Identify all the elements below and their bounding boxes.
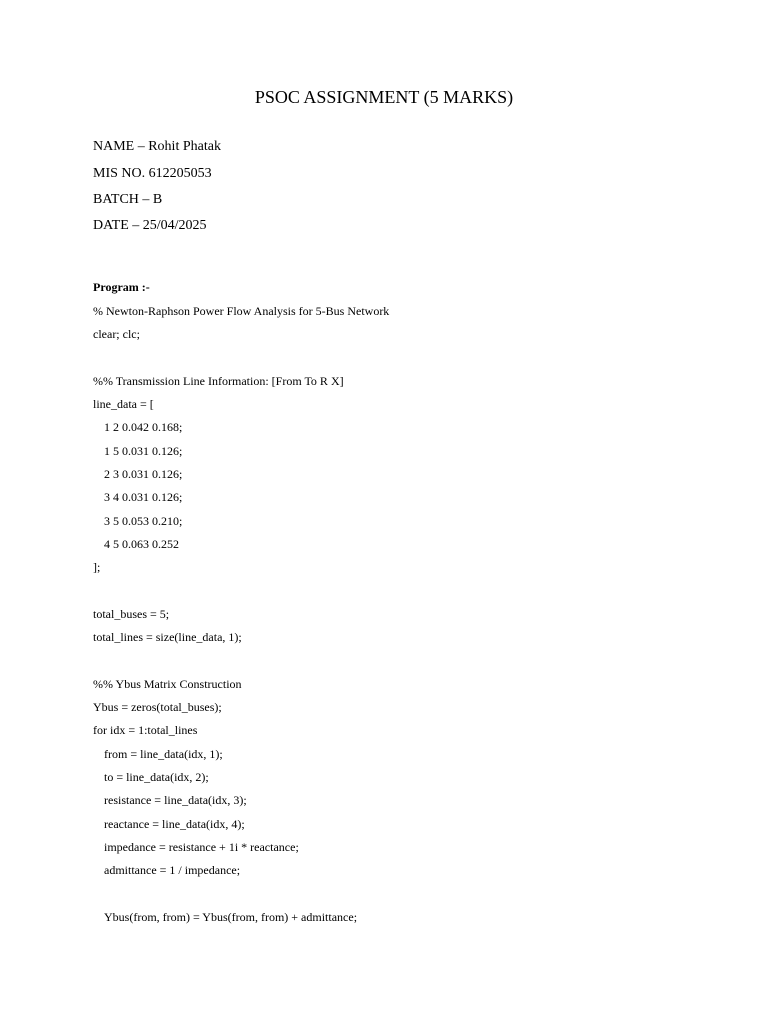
code-line: Ybus(from, from) = Ybus(from, from) + admittance;	[104, 909, 358, 924]
code-line: ];	[93, 560, 101, 575]
code-block	[93, 303, 733, 932]
code-line: from = line_data(idx, 1);	[104, 746, 223, 761]
code-line: to = line_data(idx, 2);	[104, 769, 209, 784]
code-line: 2 3 0.031 0.126;	[104, 467, 183, 482]
code-line: 1 5 0.031 0.126;	[104, 443, 183, 458]
code-line: % Newton-Raphson Power Flow Analysis for 5-Bus Network	[93, 304, 390, 318]
program-heading: Program :-	[93, 280, 150, 294]
code-line: clear; clc;	[93, 327, 140, 342]
code-line: 4 5 0.063 0.252	[104, 536, 179, 551]
code-line: Ybus = zeros(total_buses);	[93, 700, 222, 715]
code-line: 1 2 0.042 0.168;	[104, 420, 183, 435]
code-line	[93, 583, 733, 606]
code-line: 3 5 0.053 0.210;	[104, 513, 183, 528]
code-line: total_lines = size(line_data, 1);	[93, 630, 242, 645]
code-line: admittance = 1 / impedance;	[104, 863, 241, 878]
code-line: line_data = [	[93, 397, 154, 412]
code-line: impedance = resistance + 1i * reactance;	[104, 839, 299, 854]
code-line: reactance = line_data(idx, 4);	[104, 816, 245, 831]
batch: BATCH – B	[93, 192, 163, 207]
code-line: %% Ybus Matrix Construction	[93, 676, 242, 691]
code-line: %% Transmission Line Information: [From To R X]	[93, 373, 344, 388]
code-line	[93, 350, 733, 373]
page-title: PSOC ASSIGNMENT (5 MARKS)	[254, 87, 514, 107]
date: DATE – 25/04/2025	[93, 218, 207, 233]
code-line	[93, 652, 733, 675]
code-line: total_buses = 5;	[93, 606, 170, 621]
student-name: NAME – Rohit Phatak	[93, 139, 221, 154]
code-line	[93, 885, 733, 908]
code-line: resistance = line_data(idx, 3);	[104, 793, 247, 808]
code-line: for idx = 1:total_lines	[93, 723, 198, 738]
mis-number: MIS NO. 612205053	[93, 166, 212, 181]
code-line: 3 4 0.031 0.126;	[104, 490, 183, 505]
